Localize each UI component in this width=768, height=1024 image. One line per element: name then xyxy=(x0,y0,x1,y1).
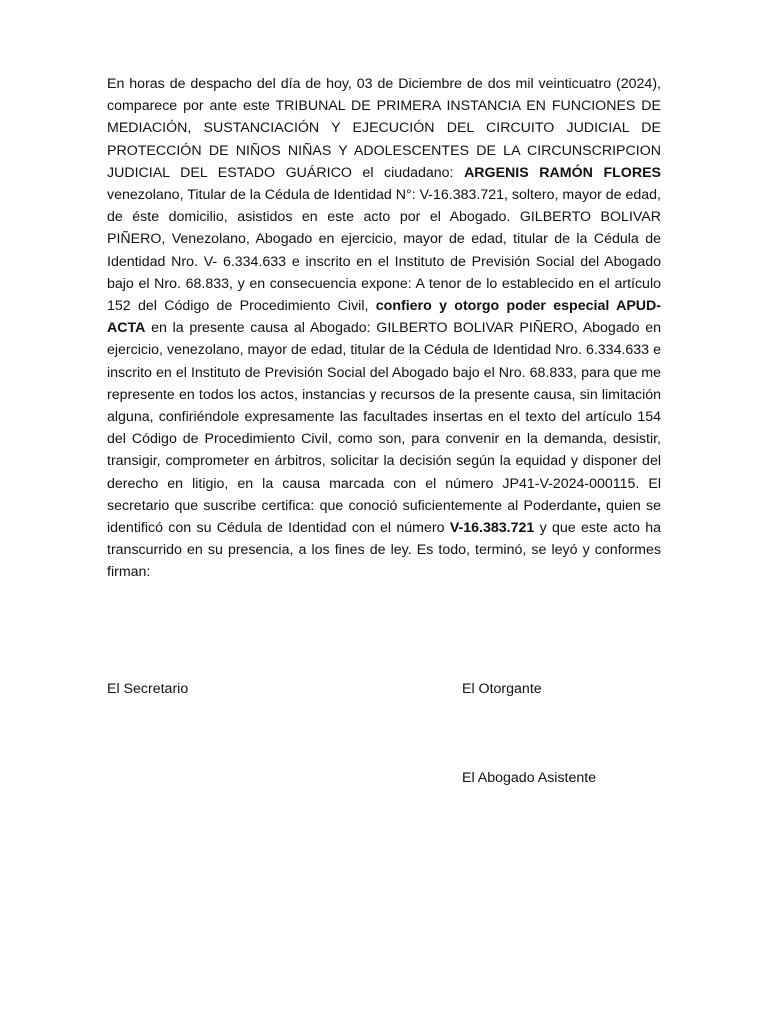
body-text-part-3: en la presente causa al Abogado: GILBERTO BOLIVAR PIÑERO, Abogado en ejercicio, venezolano, mayor de edad, titular de la Cédula de Identidad Nro. 6.334.633 e inscrito en el Instituto de Previsión Social del Abogado bajo el Nro. 68.833, para que me represente en todos los actos, instancias y recursos de la presente causa, sin limitación alguna, confiriéndole expresamente las facultades insertas en el texto del artículo 154 del Código de Procedimiento Civil, como son, para convenir en la demanda, desistir, transigir, comprometer en árbitros, solicitar la decisión según la equidad y disponer del derecho en litigio, en la causa marcada con el número JP41-V-2024-000115. El secretario que suscribe certifica: que conoció suficientemente al Poderdante xyxy=(107,320,661,514)
bold-comma: , xyxy=(596,497,601,514)
body-text-part-4: quien se identificó con su Cédula de Identidad con el número xyxy=(107,497,661,537)
signature-secretario: El Secretario xyxy=(107,681,189,697)
signature-abogado-asistente: El Abogado Asistente xyxy=(462,770,597,786)
power-grant-clause: confiero y otorgo poder especial APUD-ACTA xyxy=(107,298,661,337)
body-text-part-2: venezolano, Titular de la Cédula de Identidad N°: V-16.383.721, soltero, mayor de edad, de éste domicilio, asistidos en este acto por el Abogado. GILBERTO BOLIVAR PIÑERO, Venezolano, Abogado en ejercicio, mayor de edad, titular de la Cédula de Identidad Nro. V- 6.334.633 e inscrito en el Instituto de Previsión Social del Abogado bajo el Nro. 68.833, y en consecuencia expone: A tenor de lo establecido en el artículo 152 del Código de Procedimiento Civil, xyxy=(107,187,661,315)
body-text-part-1: En horas de despacho del día de hoy, 03 de Diciembre de dos mil veinticuatro (2024), comparece por ante este TRIBUNAL DE PRIMERA INSTANCIA EN FUNCIONES DE MEDIACIÓN, SUSTANCIACIÓN Y EJECUCIÓN DEL CIRCUITO JUDICIAL DE PROTECCIÓN DE NIÑOS NIÑAS Y ADOLESCENTES DE LA CIRCUNSCRIPCION JUDICIAL DEL ESTADO GUÁRICO el ciudadano: xyxy=(107,76,661,181)
body-text-part-5: y que este acto ha transcurrido en su presencia, a los fines de ley. Es todo, terminó, se leyó y conformes firman: xyxy=(107,520,661,581)
body-paragraph xyxy=(107,73,661,584)
citizen-name: ARGENIS RAMÓN FLORES xyxy=(464,164,661,181)
signature-otorgante: El Otorgante xyxy=(462,681,542,697)
id-number: V-16.383.721 xyxy=(449,520,535,537)
